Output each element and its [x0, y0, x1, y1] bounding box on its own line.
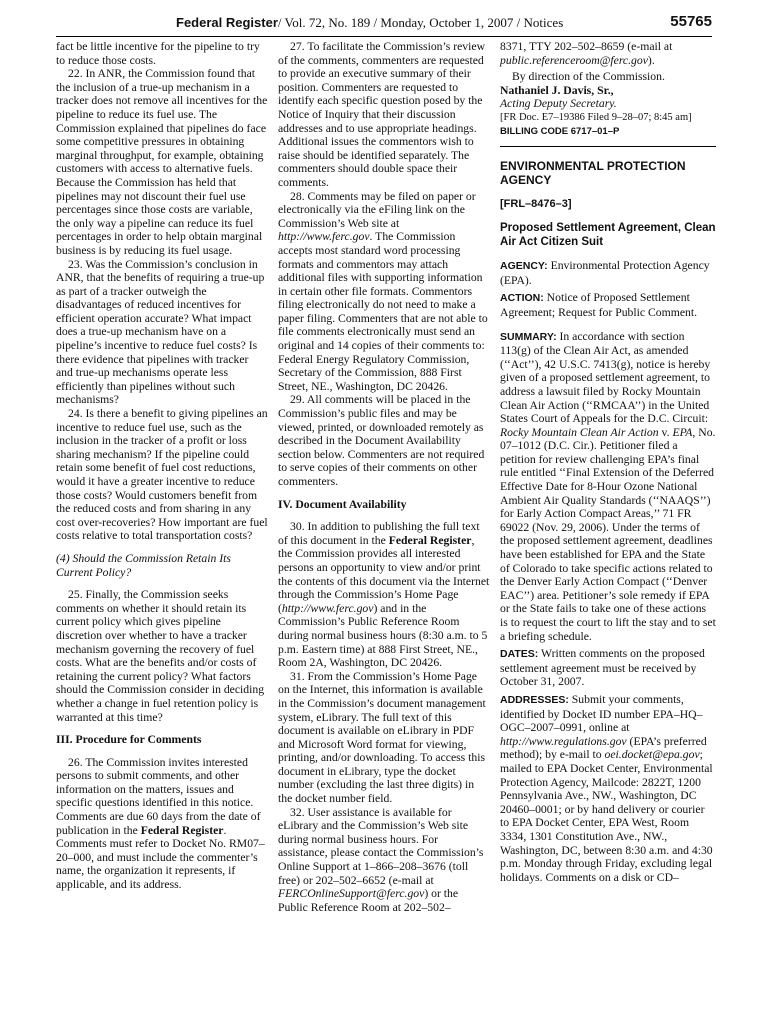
header-publication: Federal Register [176, 15, 278, 30]
summary-paragraph [500, 330, 716, 644]
p32-text-a: 32. User assistance is available for eLibrary and the Commission’s Web site during normal business hours. For assistance, please contact the Commission’s Online Support at 1–866–208–3676 (toll free) or 202–502–6652 (e-mail at [278, 805, 484, 887]
paragraph-24: 24. Is there a benefit to giving pipelines an incentive to reduce fuel use, such as the inclusion in the tracker of a profit or loss sharing mechanism? If the pipeline could retain some benefit of fuel cost reductions, would it have a greater incentive to reduce those costs? Would customers benefit from the reduced costs and from sharing in any cost over-recoveries? How important are fuel costs relative to total transportation costs? [56, 407, 268, 543]
dates-paragraph [500, 647, 716, 689]
subheading-retain-policy: (4) Should the Commission Retain Its Current Policy? [56, 551, 231, 579]
column-3 [500, 40, 716, 884]
online-support-email-link[interactable]: FERCOnlineSupport@ferc.gov [278, 887, 425, 901]
action-text: Notice of Proposed Settlement Agreement; Request for Public Comment. [500, 291, 698, 319]
summary-text-b: , No. 07–1012 (D.C. Cir.). Petitioner filed a petition for review challenging EPA’s final rule entitled ‘‘Final Extension of the Deferred Effective Date for 8-Hour Ozone National Ambient Air Quality Standards (‘‘NAAQS’’) for Early Action Compact Areas,’’ 71 FR 69022 (Nov. 29, 2006). Under the terms of the proposed settlement agreement, deadlines have been established for EPA and the State of Colorado to take specific actions related to the Denver Early Action Compact (‘‘Denver EAC’’) area. Petitioner’s sole remedy if EPA or the State fails to take one of these actions is to request the court to lift the stay and to set a briefing schedule. [500, 425, 716, 643]
paragraph-31: 31. From the Commission’s Home Page on the Internet, this information is available in the Commission’s document management system, eLibrary. The full text of this document is available on eLibrary in PDF and Microsoft Word format for viewing, printing, and/or downloading. To access this document in eLibrary, type the docket number (excluding the last three digits) in the docket number field. [278, 669, 486, 806]
addresses-text-c: ; mailed to EPA Docket Center, Environmental Protection Agency, Mailcode: 2822T, 1200 Pennsylvania Ave., NW., Washington, DC 20460–0001; or by hand delivery or courier to EPA Docket Center, EPA West, Room 3334, 1301 Constitution Ave., NW., Washington, DC, between 8:30 a.m. and 4:30 p.m. Monday through Friday, excluding legal holidays. Comments on a disk or CD– [500, 748, 713, 884]
case-name: Rocky Mountain Clean Air Action [500, 425, 659, 439]
action-line [500, 291, 716, 319]
paragraph-30 [278, 520, 490, 670]
agency-label: AGENCY: [500, 260, 548, 273]
paragraph-continued: fact be little incentive for the pipeline to try to reduce those costs. [56, 40, 260, 67]
agency-heading: ENVIRONMENTAL PROTECTION AGENCY [500, 159, 686, 188]
case-epa: EPA [672, 425, 693, 439]
p32-text-b: ) or the Public Reference Room at 202–502– [278, 887, 459, 914]
reference-room-email-link[interactable]: public.referenceroom@ferc.gov [500, 53, 648, 67]
notice-title: Proposed Settlement Agreement, Clean Air Act Citizen Suit [500, 222, 716, 249]
signer-name: Nathaniel J. Davis, Sr., [500, 83, 614, 97]
addresses-paragraph [500, 693, 716, 884]
dates-label: DATES: [500, 648, 539, 661]
addresses-text-a: Submit your comments, identified by Docket ID number EPA–HQ–OGC–2007–0991, online at [500, 692, 703, 735]
p30-text-c: ) and in the Commission’s Public Reference Room during normal business hours (8:30 a.m. to 5 p.m. Eastern time) at 888 First Street, NE., Room 2A, Washington, DC 20426. [278, 601, 488, 670]
ferc-home-link[interactable]: http://www.ferc.gov [281, 601, 374, 615]
ferc-link[interactable]: http://www.ferc.gov [278, 230, 370, 244]
page-header [56, 10, 712, 37]
p30-text-a: 30. In addition to publishing the full text of this document in the [278, 520, 480, 547]
paragraph-23: 23. Was the Commission’s conclusion in ANR, that the benefits of requiring a true-up as part of a tracker outweigh the disadvantages of reduced incentives for efficient operation accurate? What impact does a true-up mechanism have on a pipeline’s incentive to reduce fuel costs? Is there evidence that pipelines with tracker and true-up mechanisms operate less efficiently than pipelines without such mechanisms? [56, 257, 265, 407]
agency-line [500, 259, 716, 287]
billing-code: BILLING CODE 6717–01–P [500, 125, 620, 137]
frl-number: [FRL–8476–3] [500, 198, 572, 211]
p26-text-b: . Comments must refer to Docket No. RM07–20–000, and must include the commenter’s name, the organization it represents, if applicable, and its address. [56, 823, 265, 892]
section-heading-procedure: III. Procedure for Comments [56, 733, 202, 747]
regulations-link[interactable]: http://www.regulations.gov [500, 734, 627, 748]
column-1 [56, 40, 268, 892]
p30-text-b: , the Commission provides all interested persons an opportunity to view and/or print the contents of this document via the Internet through the Commission’s Home Page ( [278, 533, 490, 615]
column-2 [278, 40, 490, 914]
paragraph-28 [278, 190, 490, 394]
case-v: v. [661, 425, 670, 439]
signer-title: Acting Deputy Secretary. [500, 97, 617, 111]
header-details: / Vol. 72, No. 189 / Monday, October 1, 2007 / Notices [277, 15, 564, 30]
p26-text-a: 26. The Commission invites interested persons to submit comments, and other information on the matters, issues and specific questions identified in this notice. Comments are due 60 days from the date of publication in the [56, 755, 261, 837]
direction-line: By direction of the Commission. [512, 70, 665, 84]
paragraph-32 [278, 806, 490, 915]
dates-text: Written comments on the proposed settlement agreement must be received by October 31, 2007. [500, 647, 705, 689]
action-label: ACTION: [500, 292, 544, 305]
paragraph-26 [56, 756, 268, 892]
p28-text-b: . The Commission accepts most standard word processing formats and commentors may attach additional files with supporting information in certain other file formats. Commentors filing electronically do not need to make a paper filing. Commenters that are not able to file comments electronically must send an original and 14 copies of their comments to: Federal Energy Regulatory Commission, Secretary of the Commission, 888 First Street, NE., Washington, DC 20426. [278, 230, 488, 393]
agency-text: Environmental Protection Agency (EPA). [500, 259, 710, 287]
addresses-label: ADDRESSES: [500, 693, 569, 706]
header-citation [176, 15, 563, 31]
summary-text-a: In accordance with section 113(g) of the Clean Air Act, as amended (‘‘Act’’), 42 U.S.C. 7413(g), notice is hereby given of a proposed settlement agreement, to address a lawsuit filed by Rocky Mountain Clean Air Action (‘‘RMCAA’’) in the United States Court of Appeals for the D.C. Circuit: [500, 329, 711, 426]
p26-federal-register: Federal Register [140, 823, 224, 837]
paragraph-continued-contact [500, 40, 716, 67]
contact-text-b: ). [647, 53, 655, 67]
divider [500, 146, 716, 147]
page-number: 55765 [670, 13, 712, 30]
paragraph-27: 27. To facilitate the Commission’s review of the comments, commenters are requested to provide an executive summary of their position. Commenters are requested to identify each specific question posed by the Notice of Inquiry that their discussion addresses and to use appropriate headings. Additional issues the commentors wish to raise should be identified separately. The commenters should double space their comments. [278, 40, 486, 189]
paragraph-25: 25. Finally, the Commission seeks comments on whether it should retain its current policy which gives pipeline discretion over whether to have a tracker mechanism governing the recovery of fuel costs. What are the benefits and/or costs of retaining the current policy? What factors should the Commission consider in deciding whether a change in fuel retention policy is warranted at this time? [56, 588, 265, 724]
p28-text-a: 28. Comments may be filed on paper or electronically via the eFiling link on the Commission’s Web site at [278, 189, 476, 230]
fr-doc-line: [FR Doc. E7–19386 Filed 9–28–07; 8:45 am] [500, 111, 692, 123]
p30-federal-register: Federal Register [388, 533, 472, 547]
contact-text-a: 8371, TTY 202–502–8659 (e-mail at [500, 40, 673, 53]
docket-email-link[interactable]: oei.docket@epa.gov [604, 748, 700, 762]
paragraph-22: 22. In ANR, the Commission found that the inclusion of a true-up mechanism in a tracker does not remove all incentives for the pipeline to reduce its fuel use. The Commission explained that pipelines do face some competitive pressures in obtaining marginal throughput, for example, obtaining customers with access to alternative fuels. Because the Commission has held that pipelines may not discount their fuel use percentages since those costs are variable, the only way a pipeline can reduce its fuel percentages in order to help obtain marginal business is by reducing its fuel usage. [56, 67, 268, 257]
summary-label: SUMMARY: [500, 330, 557, 343]
addresses-text-b: (EPA’s preferred method); by e-mail to [500, 734, 707, 762]
paragraph-29: 29. All comments will be placed in the Commission’s public files and may be viewed, printed, or downloaded remotely as described in the Document Availability section below. Commenters are not required to serve copies of their comments on other commenters. [278, 393, 485, 488]
section-heading-availability: IV. Document Availability [278, 497, 407, 511]
